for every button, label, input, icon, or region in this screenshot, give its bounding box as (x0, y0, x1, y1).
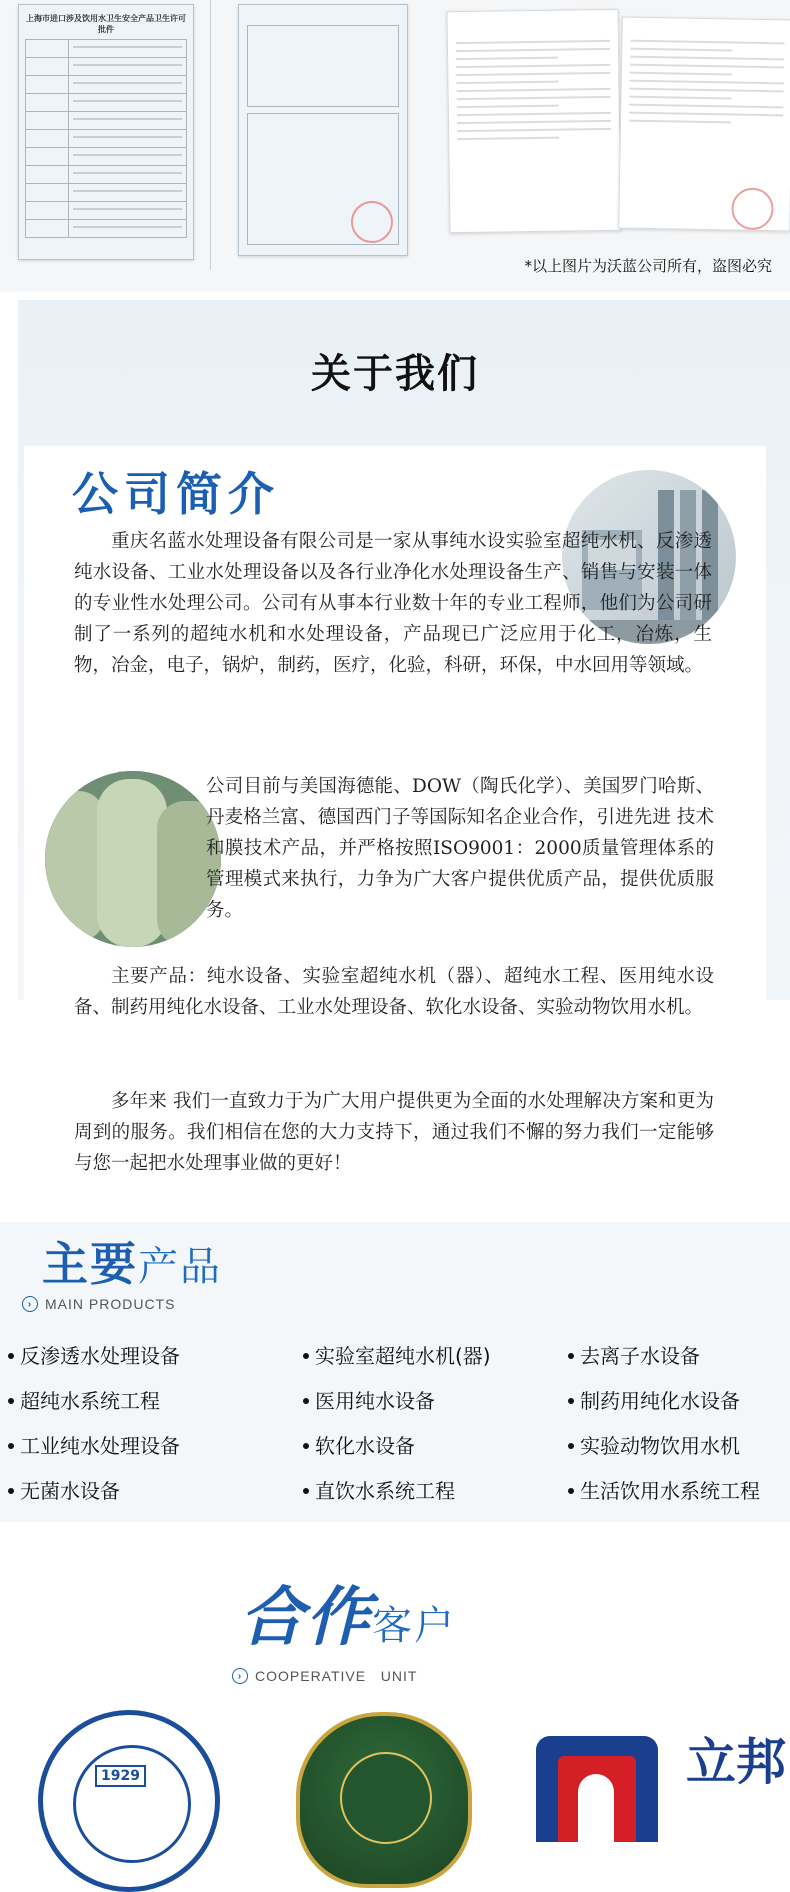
nippon-logo-text: 立邦 (686, 1736, 786, 1791)
bullet-icon (303, 1398, 309, 1404)
bullet-icon (303, 1443, 309, 1449)
health-permit-certificate-image (18, 4, 194, 260)
product-item: 反渗透水处理设备 (8, 1340, 180, 1369)
product-item: 直饮水系统工程 (303, 1475, 455, 1504)
cooperative-subtitle-text: COOPERATIVE UNIT (255, 1668, 418, 1684)
product-item: 实验动物饮用水机 (568, 1430, 740, 1459)
cqu-logo-year: 1929 (95, 1765, 146, 1787)
main-products-title (42, 1228, 222, 1294)
bullet-icon (568, 1443, 574, 1449)
main-products-subtitle-text: MAIN PRODUCTS (45, 1296, 176, 1312)
product-permit-sheet-image (446, 9, 621, 233)
intro-paragraph: 重庆名蓝水处理设备有限公司是一家从事纯水设实验室超纯水机、反渗透纯水设备、工业水处理设备以及各行业净化水处理设备生产、销售与安装一体的专业性水处理公司。公司有从事本行业数十年的专业工程师，他们为公司研制了一系列的超纯水机和水处理设备，产品现已广泛应用于化工，冶炼，生物，冶金，电子，锅炉，制药，医疗，化验，科研，环保，中水回用等领域。 (74, 531, 712, 676)
red-stamp-icon (731, 187, 774, 230)
main-products-paragraph: 主要产品：纯水设备、实验室超纯水机（器）、超纯水工程、医用纯水设备、制药用纯化水设备、工业水处理设备、软化水设备、实验动物饮用水机。 (74, 966, 714, 1018)
product-item: 工业纯水处理设备 (8, 1430, 180, 1459)
product-item: 去离子水设备 (568, 1340, 700, 1369)
cooperative-title (240, 1566, 456, 1658)
army-medical-university-logo (296, 1712, 472, 1888)
bullet-icon (8, 1488, 14, 1494)
fiberglass-tanks-photo (45, 771, 221, 947)
product-item: 软化水设备 (303, 1430, 415, 1459)
divider (210, 0, 211, 270)
nippon-paint-logo (536, 1736, 790, 1842)
product-permit-sheet-image (618, 17, 790, 232)
product-item: 生活饮用水系统工程 (568, 1475, 760, 1504)
cooperative-title-calligraphy: 合作 (240, 1580, 372, 1655)
main-products-subtitle (22, 1296, 175, 1312)
chongqing-university-logo (38, 1710, 220, 1892)
bullet-icon (303, 1488, 309, 1494)
nippon-mark-icon (536, 1736, 658, 1842)
products-title-plain: 产品 (138, 1244, 222, 1290)
product-item: 超纯水系统工程 (8, 1385, 160, 1414)
red-stamp-icon (351, 201, 393, 243)
cooperative-subtitle (232, 1668, 417, 1684)
company-intro-title: 公司简介 (72, 467, 280, 521)
certificate-title: 上海市进口涉及饮用水卫生安全产品卫生许可批件 (26, 13, 186, 34)
copyright-notice: *以上图片为沃蓝公司所有，盗图必究 (524, 257, 772, 275)
product-item: 实验室超纯水机(器) (303, 1340, 491, 1369)
bullet-icon (568, 1353, 574, 1359)
chevron-right-icon: › (232, 1668, 248, 1684)
about-heading: 关于我们 (311, 351, 479, 397)
bullet-icon (8, 1443, 14, 1449)
bullet-icon (303, 1353, 309, 1359)
products-title-calligraphy: 主要 (42, 1237, 138, 1291)
cooperative-title-plain: 客户 (372, 1603, 456, 1649)
bullet-icon (568, 1488, 574, 1494)
certificate-page-image (238, 4, 408, 256)
bullet-icon (568, 1398, 574, 1404)
bullet-icon (8, 1398, 14, 1404)
chevron-right-icon: › (22, 1296, 38, 1312)
product-item: 制药用纯化水设备 (568, 1385, 740, 1414)
certificates-strip (0, 0, 790, 292)
product-item: 无菌水设备 (8, 1475, 120, 1504)
partners-paragraph: 公司目前与美国海德能、DOW（陶氏化学）、美国罗门哈斯、丹麦格兰富、德国西门子等国际知名企业合作，引进先进 技术和膜技术产品，并严格按照ISO9001：2000质量管理体系的管理模式来执行，力争为广大客户提供优质产品，提供优质服务。 (206, 776, 714, 921)
product-item: 医用纯水设备 (303, 1385, 435, 1414)
commitment-paragraph: 多年来 我们一直致力于为广大用户提供更为全面的水处理解决方案和更为周到的服务。我们相信在您的大力支持下，通过我们不懈的努力我们一定能够与您一起把水处理事业做的更好！ (74, 1091, 714, 1174)
bullet-icon (8, 1353, 14, 1359)
